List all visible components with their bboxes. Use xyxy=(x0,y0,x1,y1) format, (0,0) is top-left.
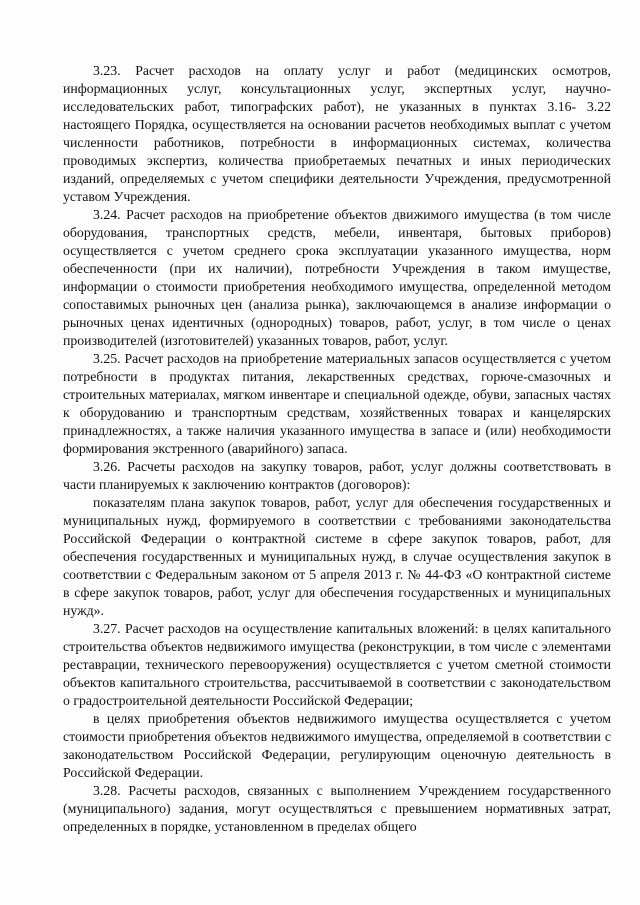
paragraph-3-28: 3.28. Расчеты расходов, связанных с выполнением Учреждением государственного (муниципального) задания, могут осуществляться с превышением нормативных затрат, определенных в порядке, установленном в пределах общего xyxy=(63,783,611,834)
paragraph-3-25: 3.25. Расчет расходов на приобретение материальных запасов осуществляется с учетом потребности в продуктах питания, лекарственных средствах, горюче-смазочных и строительных материалах, мягком инвентаре и специальной одежде, обуви, запасных частях к оборудованию и транспортным средствам, хозяйственных товарах и канцелярских принадлежностях, а также наличия указанного имущества в запасе и (или) необходимости формирования экстренного (аварийного) запаса. xyxy=(63,351,611,456)
paragraph-3-24: 3.24. Расчет расходов на приобретение объектов движимого имущества (в том числе оборудования, транспортных средств, мебели, инвентаря, бытовых приборов) осуществляется с учетом среднего срока эксплуатации указанного имущества, норм обеспеченности (при их наличии), потребности Учреждения в таком имуществе, информации о стоимости приобретения необходимого имущества, определенной методом сопоставимых рыночных цен (анализа рынка), заключающемся в анализе информации о рыночных ценах идентичных (однородных) товаров, работ, услуг, в том числе о ценах производителей (изготовителей) указанных товаров, работ, услуг. xyxy=(63,207,611,348)
paragraph-3-26-item: показателям плана закупок товаров, работ, услуг для обеспечения государственных и муниципальных нужд, формируемого в соответствии с требованиями законодательства Российской Федерации о контрактной системе в сфере закупок товаров, работ, для обеспечения государственных и муниципальных нужд, в случае осуществления закупок в соответствии с Федеральным законом от 5 апреля 2013 г. № 44-ФЗ «О контрактной системе в сфере закупок товаров, работ, услуг для обеспечения государственных и муниципальных нужд». xyxy=(63,495,611,618)
paragraph-3-23: 3.23. Расчет расходов на оплату услуг и работ (медицинских осмотров, информационных услуг, консультационных услуг, экспертных услуг, научно-исследовательских работ, типографских работ), не указанных в пунктах 3.16- 3.22 настоящего Порядка, осуществляется на основании расчетов необходимых выплат с учетом численности работников, потребности в информационных системах, количества проводимых экспертиз, количества приобретаемых печатных и иных периодических изданий, определяемых с учетом специфики деятельности Учреждения, предусмотренной уставом Учреждения. xyxy=(63,63,611,204)
paragraph-3-27-item: в целях приобретения объектов недвижимого имущества осуществляется с учетом стоимости приобретения объектов недвижимого имущества, определяемой в соответствии с законодательством Российской Федерации, регулирующим оценочную деятельность в Российской Федерации. xyxy=(63,711,611,780)
document-body xyxy=(63,62,611,836)
paragraph-3-26: 3.26. Расчеты расходов на закупку товаров, работ, услуг должны соответствовать в части планируемых к заключению контрактов (договоров): xyxy=(63,459,611,492)
paragraph-3-27: 3.27. Расчет расходов на осуществление капитальных вложений: в целях капитального строительства объектов недвижимого имущества (реконструкции, в том числе с элементами реставрации, технического перевооружения) осуществляется с учетом сметной стоимости объектов капитального строительства, рассчитываемой в соответствии с законодательством о градостроительной деятельности Российской Федерации; xyxy=(63,621,611,708)
